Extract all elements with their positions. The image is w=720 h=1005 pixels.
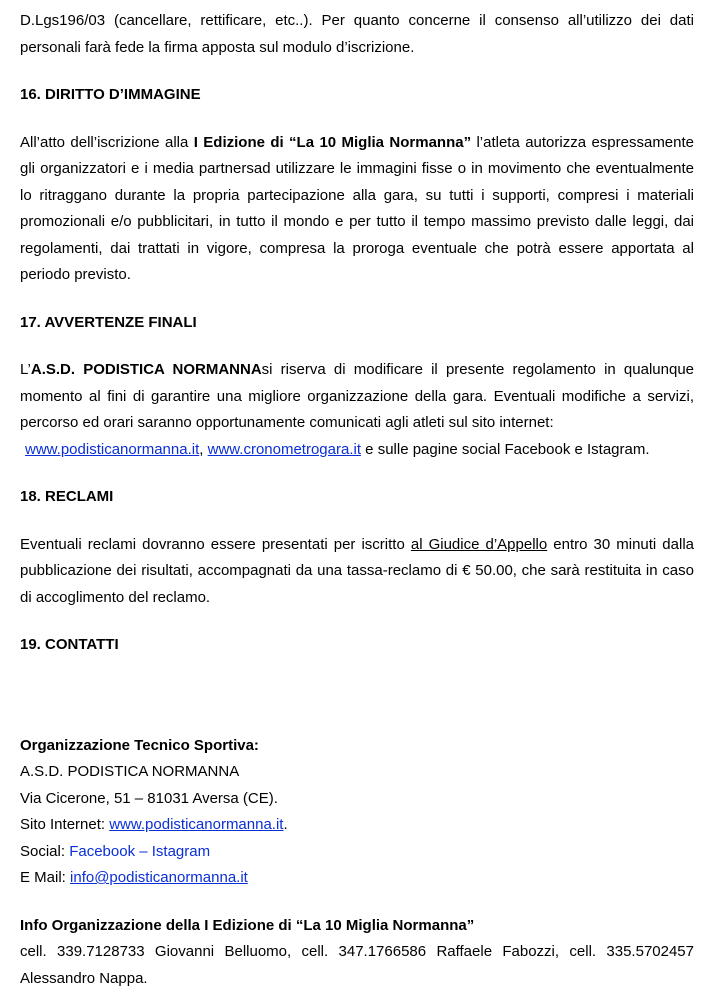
section-16-heading: 16. DIRITTO D’IMMAGINE (20, 86, 201, 103)
image-rights-text-start: All’atto dell’iscrizione alla (20, 133, 194, 151)
org-site-link[interactable]: www.podisticanormanna.it (109, 816, 284, 833)
info-contacts: cell. 339.7128733 Giovanni Belluomo, cell. 347.1766586 Raffaele Fabozzi, cell. 335.5702457 Alessandro Nappa. (20, 943, 694, 987)
section-18-heading: 18. RECLAMI (20, 488, 114, 505)
final-notices-text-start: L’ (20, 361, 31, 378)
image-rights-paragraph (20, 130, 694, 289)
org-site-after: . (283, 816, 288, 833)
org-email-label: E Mail: (20, 869, 71, 886)
podistica-website-link[interactable]: www.podisticanormanna.it (25, 440, 200, 458)
org-site-line (20, 812, 694, 839)
final-notices-social-text: e sulle pagine social Facebook e Istagram. (361, 440, 650, 458)
appeal-judge-text: al Giudice d’Appello (410, 535, 548, 553)
org-email-line (20, 865, 694, 892)
org-email-link[interactable]: info@podisticanormanna.it (70, 869, 248, 886)
info-title: Info Organizzazione della I Edizione di “La 10 Miglia Normanna” (20, 916, 475, 934)
organizer-name: A.S.D. PODISTICA NORMANNA (30, 361, 262, 378)
org-social-link[interactable]: Facebook – Istagram (69, 842, 211, 860)
org-social-label: Social: (20, 842, 70, 860)
complaints-text-end: entro 30 minuti dalla pubblicazione dei risultati, accompagnati da una tassa-reclamo di € 50.00, che sarà restituita in caso di accoglimento del reclamo. (20, 535, 694, 606)
org-social-line (20, 839, 694, 866)
org-site-label: Sito Internet: (20, 816, 110, 833)
org-address: Via Cicerone, 51 – 81031 Aversa (CE). (20, 789, 278, 807)
links-separator: , (199, 440, 208, 458)
event-name: I Edizione di “La 10 Miglia Normanna” (193, 133, 472, 151)
cronometro-website-link[interactable]: www.cronometrogara.it (207, 440, 362, 458)
final-notices-text: si riserva di modificare il presente regolamento in qualunque momento al fini di garantire una migliore organizzazione della gara. Eventuali modifiche a servizi, percorso ed orari saranno opportunamente comunicati agli atleti sul sito internet: (20, 361, 695, 431)
privacy-paragraph: D.Lgs196/03 (cancellare, rettificare, etc..). Per quanto concerne il consenso all’utilizzo dei dati personali farà fede la firma apposta sul modulo d’iscrizione. (20, 12, 694, 56)
image-rights-text-end: l’atleta autorizza espressamente gli organizzatori e i media partnersad utilizzare le immagini fisse o in movimento che eventualmente lo ritraggano durante la propria partecipazione alla gara, su tutti i supporti, compresi i materiali promozionali e/o pubblicitari, in tutto il mondo e per tutto il tempo massimo previsto dalle leggi, dai regolamenti, dai trattati in vigore, compresa la proroga eventuale che potrà essere apportata al periodo previsto. (20, 133, 695, 283)
org-name: A.S.D. PODISTICA NORMANNA (20, 763, 240, 780)
org-title: Organizzazione Tecnico Sportiva: (20, 736, 259, 754)
complaints-text-start: Eventuali reclami dovranno essere presentati per iscritto (20, 535, 411, 553)
section-17-heading: 17. AVVERTENZE FINALI (20, 313, 197, 331)
complaints-paragraph (20, 532, 694, 612)
section-19-heading: 19. CONTATTI (20, 636, 119, 653)
final-notices-links-line (20, 437, 694, 464)
document-page (20, 8, 694, 992)
final-notices-paragraph (20, 357, 694, 437)
